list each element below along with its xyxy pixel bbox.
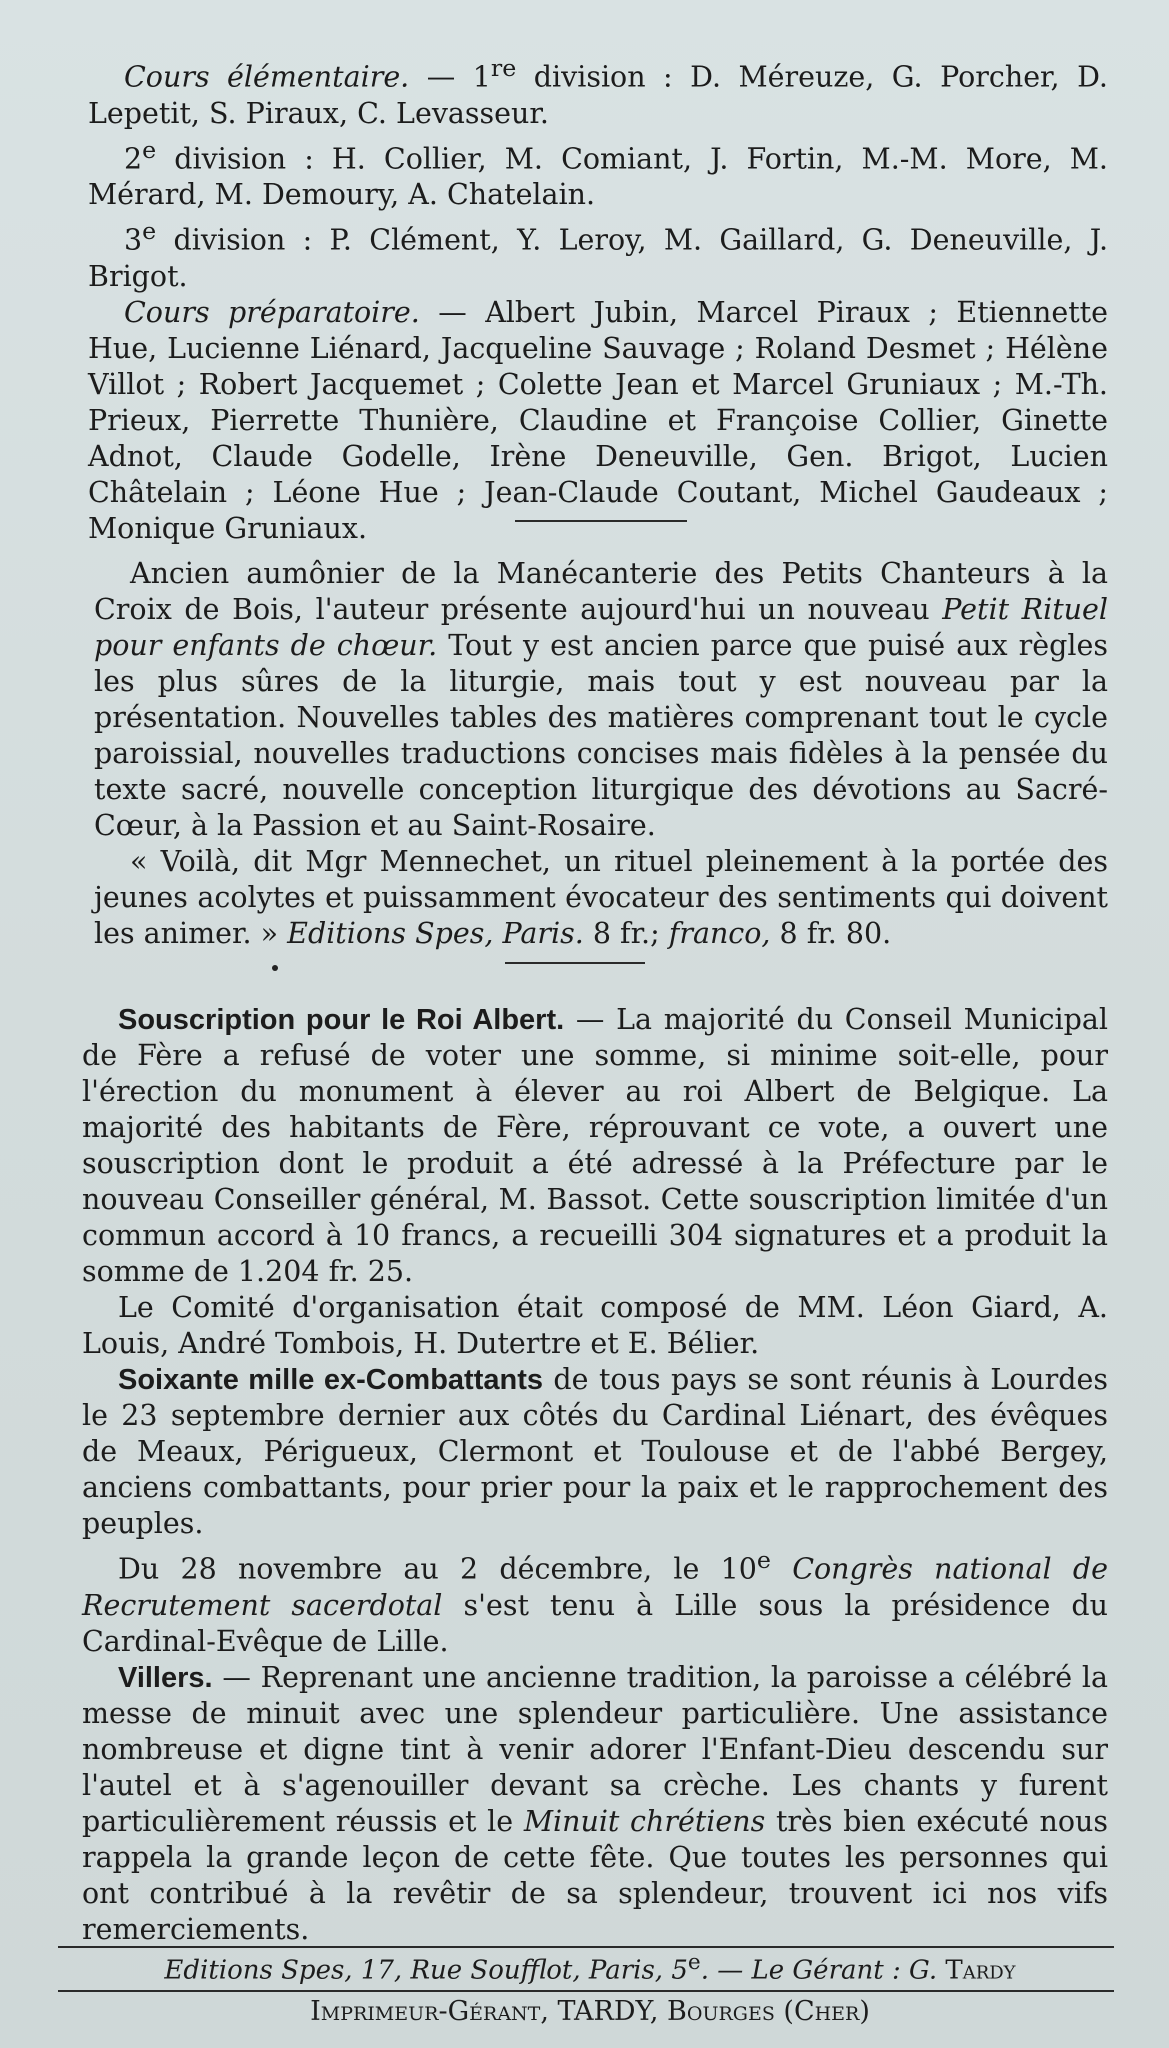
cours-elementaire-label: Cours élémentaire. [124,60,410,94]
villers-heading: Villers. [118,1661,213,1694]
footer-rule-bottom [58,1990,1114,1992]
roi-albert-heading: Souscription pour le Roi Albert. [118,1004,565,1036]
comite-paragraph: Le Comité d'organisation était composé de MM. Léon Giard, A. Louis, André Tombois, H. Dutertre et E. Bélier. [82,1291,1108,1360]
combattants-heading: Soixante mille ex-Combattants [118,1364,543,1396]
rituel-paragraph: Ancien aumônier de la Manécanterie des Petits Chanteurs à la Croix de Bois, l'auteur présente aujourd'hui un nouveau Petit Rituel pour enfants de chœur. Tout y est ancien parce que puisé aux règles les plus sûres de la liturgie, mais tout y est nouveau par la présentation. Nouvelles tables des matières comprenant tout le cycle paroissial, nouvelles traductions concises mais fidèles à la pensée du texte sacré, nouvelle conception liturgique des dévotions au Sacré-Cœur, à la Passion et au Saint-Rosaire. [94,557,1108,842]
stray-dot [272,965,278,971]
division-3: 3e division : P. Clément, Y. Leroy, M. Gaillard, G. Deneuville, J. Brigot. [88,217,1108,293]
separator-rule-2 [505,962,645,964]
rituel-notice [94,556,1108,952]
villers-paragraph: Villers. — Reprenant une ancienne tradition, la paroisse a célébré la messe de minuit avec une splendeur particulière. Une assistance nombreuse et digne tint à venir adorer l'Enfant-Dieu descendu sur l'autel et à s'agenouiller devant sa crèche. Les chants y furent particulièrement réussis et le Minuit chrétiens très bien exécuté nous rappela la grande leçon de cette fête. Que toutes les personnes qui ont contribué à la revêtir de sa splendeur, trouvent ici nos vifs remerciements. [82,1660,1109,1946]
roi-albert-paragraph: Souscription pour le Roi Albert. — La majorité du Conseil Municipal de Fère a refusé de voter une somme, si minime soit-elle, pour l'érection du monument à élever au roi Albert de Belgique. La majorité des habitants de Fère, réprouvant ce vote, a ouvert une souscription dont le produit a été adressé à la Préfecture par le nouveau Conseiller général, M. Bassot. Cette souscription limitée d'un commun accord à 10 francs, a recueilli 304 signatures et a produit la somme de 1.204 fr. 25. [82,1003,1108,1288]
cours-elementaire-block [88,50,1108,547]
footer-rule-top [58,1946,1114,1948]
cours-preparatoire-label: Cours préparatoire. [124,295,420,329]
division-1: Cours élémentaire. — 1re division : D. Méreuze, G. Porcher, D. Lepetit, S. Piraux, C. Levasseur. [88,54,1108,130]
cours-preparatoire: Cours préparatoire. — Albert Jubin, Marcel Piraux ; Etiennette Hue, Lucienne Liénard, Jacqueline Sauvage ; Roland Desmet ; Hélène Villot ; Robert Jacquemet ; Colette Jean et Marcel Gruniaux ; M.-Th. Prieux, Pierrette Thunière, Claudine et Françoise Collier, Ginette Adnot, Claude Godelle, Irène Deneuville, Gen. Brigot, Lucien Châtelain ; Léone Hue ; Jean-Claude Coutant, Michel Gaudeaux ; Monique Gruniaux. [88,295,1108,545]
congres-title: Congrès national de Recrutement sacerdotal [82,1552,1108,1622]
rituel-quote: « Voilà, dit Mgr Mennechet, un rituel pleinement à la portée des jeunes acolytes et puissamment évocateur des sentiments qui doivent les animer. » Editions Spes, Paris. 8 fr.; franco, 8 fr. 80. [94,845,1108,950]
separator-rule [515,520,687,522]
news-section [82,1002,1108,1948]
combattants-paragraph: Soixante mille ex-Combattants de tous pays se sont réunis à Lourdes le 23 septembre dernier aux côtés du Cardinal Liénart, des évêques de Meaux, Périgueux, Clermont et Toulouse et de l'abbé Bergey, anciens combattants, pour prier pour la paix et le rapprochement des peuples. [82,1363,1108,1540]
congres-paragraph: Du 28 novembre au 2 décembre, le 10e Congrès national de Recrutement sacerdotal s'est tenu à Lille sous la présidence du Cardinal-Evêque de Lille. [82,1546,1109,1658]
publisher-line: Editions Spes, 17, Rue Soufflot, Paris, 5e. — Le Gérant : G. Tardy [164,1950,1016,1986]
printer-line: Imprimeur-Gérant, TARDY, Bourges (Cher) [310,1996,870,2027]
division-2: 2e division : H. Collier, M. Comiant, J. Fortin, M.-M. More, M. Mérard, M. Demoury, A. Chatelain. [88,135,1108,211]
rituel-title: Petit Rituel pour enfants de chœur. [94,593,1108,662]
